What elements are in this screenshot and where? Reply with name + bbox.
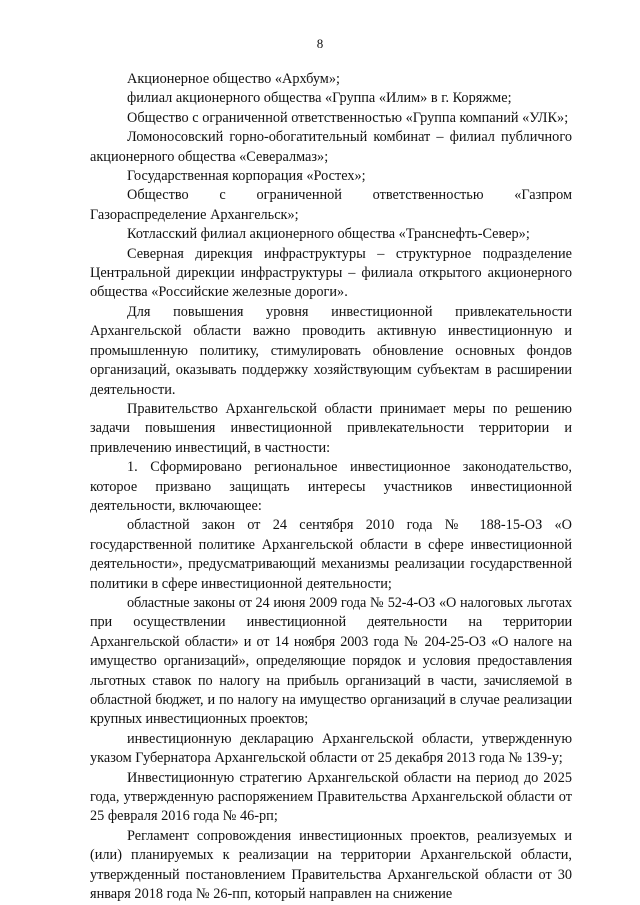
page-number: 8 <box>316 36 324 51</box>
paragraph-declaration: инвестиционную декларацию Архангельской области, утвержденную указом Губернатора Архангельской области от 25 декабря 2013 года № 139-у; <box>90 730 572 767</box>
paragraph-gazprom: Общество с ограниченной ответственностью «Газпром Газораспределение Архангельск»; <box>90 187 572 223</box>
paragraph-legislation: 1. Сформировано региональное инвестиционное законодательство, которое призвано защищать интересы участников инвестиционной деятельности, включающее: <box>90 459 572 514</box>
paragraph-rostec: Государственная корпорация «Ростех»; <box>127 168 366 185</box>
paragraph-laws-tax: областные законы от 24 июня 2009 года № 52-4-ОЗ «О налоговых льготах при осуществлении инвестиционной деятельности на территории Архангельской области» и от 14 ноября 2003 года № 204-25-ОЗ «О налоге на имущество организаций», определяющие порядок и условия предоставления льготных ставок по налогу на прибыль организаций в части, зачисляемой в областной бюджет, и по налогу на имущество организаций в случае реализации крупных инвестиционных проектов; <box>90 594 572 728</box>
paragraph-law-188: областной закон от 24 сентября 2010 года № 188-15-ОЗ «О государственной политике Архангельской области в сфере инвестиционной деятельности», предусматривающий механизмы реализации государственной политики в сфере инвестиционной деятельности; <box>90 517 572 592</box>
paragraph-government-measures: Правительство Архангельской области принимает меры по решению задачи повышения инвестиционной привлекательности территории и привлечению инвестиций, в частности: <box>90 400 572 456</box>
document-body <box>90 70 572 904</box>
paragraph-ilim-koryazhma: филиал акционерного общества «Группа «Илим» в г. Коряжме; <box>127 90 512 107</box>
paragraph-transneft: Котласский филиал акционерного общества «Транснефть-Север»; <box>127 226 530 243</box>
paragraph-severalmaz: Ломоносовский горно-обогатительный комбинат – филиал публичного акционерного общества «Севералмаз»; <box>90 129 572 165</box>
paragraph-regulation: Регламент сопровождения инвестиционных проектов, реализуемых и (или) планируемых к реализации на территории Архангельской области, утвержденный постановлением Правительства Архангельской области от 30 января 2018 года № 26-пп, который направлен на снижение <box>90 827 572 903</box>
paragraph-arkhbum: Акционерное общество «Архбум»; <box>127 71 340 87</box>
paragraph-investment-policy: Для повышения уровня инвестиционной привлекательности Архангельской области важно проводить активную инвестиционную и промышленную политику, стимулировать обновление основных фондов организаций, оказывать поддержку хозяйствующим субъектам в расширении деятельности. <box>90 303 572 398</box>
paragraph-rzd: Северная дирекция инфраструктуры – структурное подразделение Центральной дирекции инфраструктуры – филиала открытого акционерного общества «Российские железные дороги». <box>90 245 572 301</box>
paragraph-ulk: Общество с ограниченной ответственностью «Группа компаний «УЛК»; <box>127 109 569 126</box>
paragraph-strategy: Инвестиционную стратегию Архангельской области на период до 2025 года, утвержденную распоряжением Правительства Архангельской области от 25 февраля 2016 года № 46-рп; <box>90 769 572 825</box>
